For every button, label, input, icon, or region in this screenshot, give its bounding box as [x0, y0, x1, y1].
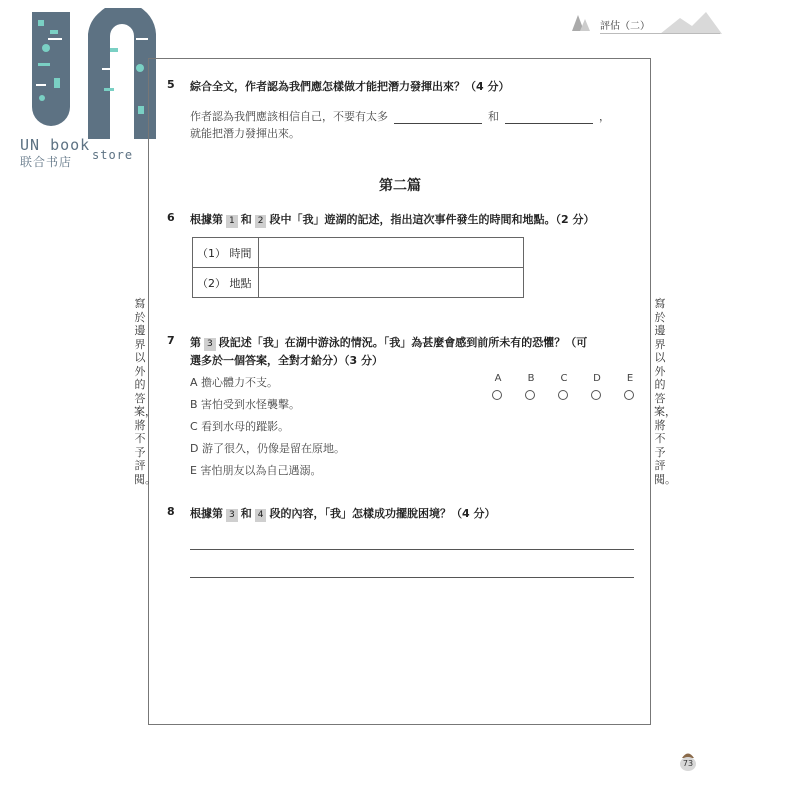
q5-number: 5	[167, 78, 175, 91]
q7-letter-a: A	[494, 373, 502, 384]
q8-answer-line-2[interactable]	[190, 577, 634, 578]
q5-blank-1[interactable]	[394, 113, 482, 124]
mountain-icon	[660, 10, 722, 34]
q5-answer-prefix: 作者認為我們應該相信自己，不要有太多	[190, 110, 388, 123]
q7-radio-b[interactable]	[525, 390, 535, 400]
logo-text-store: store	[92, 148, 134, 162]
paragraph-marker: 1	[226, 215, 238, 228]
q7-option-a: A 擔心體力不支。	[190, 376, 279, 389]
section-title: 第二篇	[379, 178, 421, 194]
q7-radio-a[interactable]	[492, 390, 502, 400]
tree-icon	[570, 13, 592, 33]
q7-post: 段記述「我」在湖中游泳的情況。「我」為甚麼會感到前所未有的恐懼？（可	[218, 336, 588, 349]
q7-letter-d: D	[593, 373, 601, 384]
q7-option-c: C 看到水母的蹤影。	[190, 420, 290, 433]
logo-text-chinese: 联合书店	[20, 155, 73, 169]
q5-answer-line2: 就能把潛力發揮出來。	[190, 127, 300, 140]
q7-letter-e: E	[626, 373, 634, 384]
header-divider	[600, 33, 720, 34]
q8-question	[190, 505, 495, 522]
q6-time-answer[interactable]	[259, 238, 524, 268]
paragraph-marker: 2	[255, 215, 267, 228]
q6-number: 6	[167, 211, 175, 224]
q7-option-e: E 害怕朋友以為自己遇溺。	[190, 464, 322, 477]
q6-answer-table	[192, 237, 524, 298]
q6-and: 和	[240, 213, 252, 226]
answer-frame	[148, 58, 651, 725]
table-row	[193, 238, 524, 268]
q7-letter-b: B	[527, 373, 535, 384]
q8-post: 段的內容，「我」怎樣成功擺脫困境？（4 分）	[269, 507, 496, 520]
table-row	[193, 268, 524, 298]
q8-pre: 根據第	[190, 507, 223, 520]
q7-pre: 第	[190, 336, 201, 349]
side-note-left: 寫於邊界以外的答案，將不予評閱。	[134, 297, 156, 486]
q7-radio-c[interactable]	[558, 390, 568, 400]
header-title: 評估（二）	[600, 21, 650, 32]
q7-question-line1	[190, 334, 587, 351]
paragraph-marker: 4	[255, 509, 267, 522]
q7-option-d: D 游了很久，仍像是留在原地。	[190, 442, 345, 455]
q5-question: 綜合全文，作者認為我們應怎樣做才能把潛力發揮出來？（4 分）	[190, 80, 510, 93]
q6-question	[190, 211, 594, 228]
q7-radio-d[interactable]	[591, 390, 601, 400]
paragraph-marker: 3	[226, 509, 238, 522]
q5-answer-line1	[190, 108, 610, 124]
q6-place-answer[interactable]	[259, 268, 524, 298]
paragraph-marker: 3	[204, 338, 216, 351]
q7-number: 7	[167, 334, 175, 347]
q8-answer-line-1[interactable]	[190, 549, 634, 550]
q6-post: 段中「我」遊湖的記述，指出這次事件發生的時間和地點。（2 分）	[269, 213, 595, 226]
q8-number: 8	[167, 505, 175, 518]
q6-pre: 根據第	[190, 213, 223, 226]
q7-letter-c: C	[560, 373, 568, 384]
q7-radio-e[interactable]	[624, 390, 634, 400]
q7-option-b: B 害怕受到水怪襲擊。	[190, 398, 301, 411]
q6-row-label-time: （1） 時間	[193, 238, 259, 268]
q5-answer-end: ，	[599, 110, 610, 123]
q6-row-label-place: （2） 地點	[193, 268, 259, 298]
q5-blank-2[interactable]	[505, 113, 593, 124]
side-note-right: 寫於邊界以外的答案，將不予評閱。	[654, 297, 676, 486]
q5-answer-and: 和	[488, 110, 499, 123]
page-number: 73	[680, 757, 696, 771]
q8-and: 和	[240, 507, 252, 520]
q7-question-line2: 選多於一個答案，全對才給分）（3 分）	[190, 354, 383, 367]
logo-text-un-book: UN book	[20, 136, 91, 154]
